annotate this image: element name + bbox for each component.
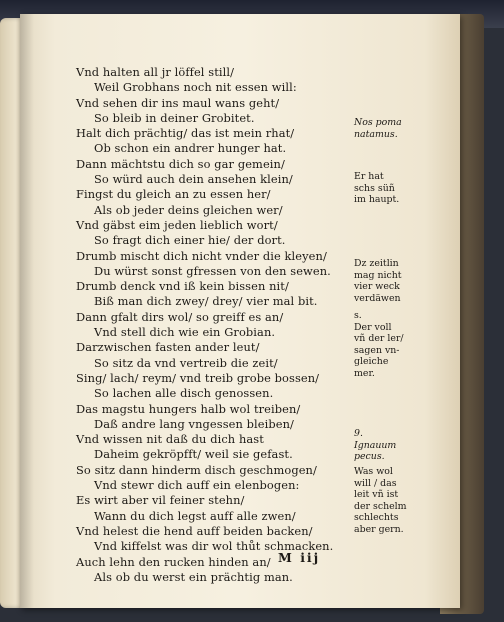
verse-line: Sing/ lach/ reym/ vnd treib grobe bossen/ [76,370,320,385]
verse-line: So sitz da vnd vertreib die zeit/ [94,355,278,370]
margin-note-line: mer. [354,367,375,379]
margin-note [354,171,399,206]
verse-line: Vnd helest die hend auff beiden backen/ [76,523,313,538]
verse-line: Dann gfalt dirs wol/ so greiff es an/ [76,309,284,324]
verse-line: Daß andre lang vngessen bleiben/ [94,416,294,431]
margin-note-line: 9. [354,428,363,439]
margin-note [354,117,402,140]
verse-line: Biß man dich zwey/ drey/ vier mal bit. [94,294,318,309]
margin-note-line: schs süñ [354,182,395,194]
margin-note-line: sagen vn- [354,344,400,356]
margin-note [354,466,407,535]
verse-line: Als ob jeder deins gleichen wer/ [94,202,283,217]
margin-note-line: der schelm [354,500,407,512]
verse-line: Dann mächtstu dich so gar gemein/ [76,156,285,171]
margin-note-line: pecus. [354,451,385,462]
margin-note-line: will / das [354,477,397,489]
verse-line: Darzwischen fasten ander leut/ [76,340,260,355]
verse-line: Weil Grobhans noch nit essen will: [94,80,297,95]
verse-line: Du würst sonst gfressen von den sewen. [94,263,331,278]
margin-note [354,428,396,463]
book-page [20,14,460,608]
verse-block [76,65,346,585]
margin-note-line: Ignauum [354,439,397,451]
margin-note-line: aber gern. [354,523,404,535]
verse-line: Als ob du werst ein prächtig man. [94,569,293,584]
margin-note [354,258,402,304]
margin-note-line: gleiche [354,356,389,367]
verse-line: Wann du dich legst auff alle zwen/ [94,508,296,523]
verse-line: So sitz dann hinderm disch geschmogen/ [76,462,317,477]
margin-note-line: Nos poma [354,117,402,128]
verse-line: So würd auch dein ansehen klein/ [94,172,293,187]
verse-line: Vnd wissen nit daß du dich hast [76,432,264,447]
margin-note-line: verdäwen [354,292,401,304]
margin-note-line: leit vñ ist [354,489,399,500]
margin-note-line: im haupt. [354,194,400,205]
margin-note-line: Was wol [354,466,393,477]
verse-line: Vnd kiffelst was dir wol thůt schmacken. [94,539,334,554]
margin-note-line: vier weck [354,281,400,292]
verse-line: Fingst du gleich an zu essen her/ [76,187,271,202]
verse-line: Drumb denck vnd iß kein bissen nit/ [76,279,289,294]
verse-line: Vnd halten all jr löffel still/ [76,65,235,79]
margin-note-line: Der voll [354,321,392,333]
page-signature: M iij [278,550,321,565]
margin-note-line: s. [354,310,362,321]
verse-line: Auch lehn den rucken hinden an/ [76,554,271,569]
verse-line: So bleib in deiner Grobitet. [94,110,255,125]
margin-note-line: vñ der ler/ [354,333,404,344]
verse-line: So fragt dich einer hie/ der dort. [94,233,286,248]
verse-line: Vnd stewr dich auff ein elenbogen: [94,478,300,493]
verse-line: Daheim gekröpfft/ weil sie gefast. [94,447,293,462]
verse-line: Vnd sehen dir ins maul wans geht/ [76,95,280,110]
verse-line: Vnd stell dich wie ein Grobian. [94,325,276,340]
verse-line: Es wirt aber vil feiner stehn/ [76,493,245,508]
margin-note-line: mag nicht [354,269,402,281]
margin-note [354,310,404,379]
verse-line: Das magstu hungers halb wol treiben/ [76,401,301,416]
margin-note-line: schlechts [354,512,399,523]
verse-line: Drumb mischt dich nicht vnder die kleyen/ [76,248,327,263]
margin-note-line: Er hat [354,171,384,182]
margin-note-line: natamus. [354,128,398,140]
verse-line: So lachen alle disch genossen. [94,386,274,401]
gutter-shadow [20,14,34,608]
verse-line: Ob schon ein andrer hunger hat. [94,141,287,156]
verse-line: Halt dich prächtig/ das ist mein rhat/ [76,126,295,141]
verse-line: Vnd gäbst eim jeden lieblich wort/ [76,217,278,232]
margin-note-line: Dz zeitlin [354,258,399,269]
